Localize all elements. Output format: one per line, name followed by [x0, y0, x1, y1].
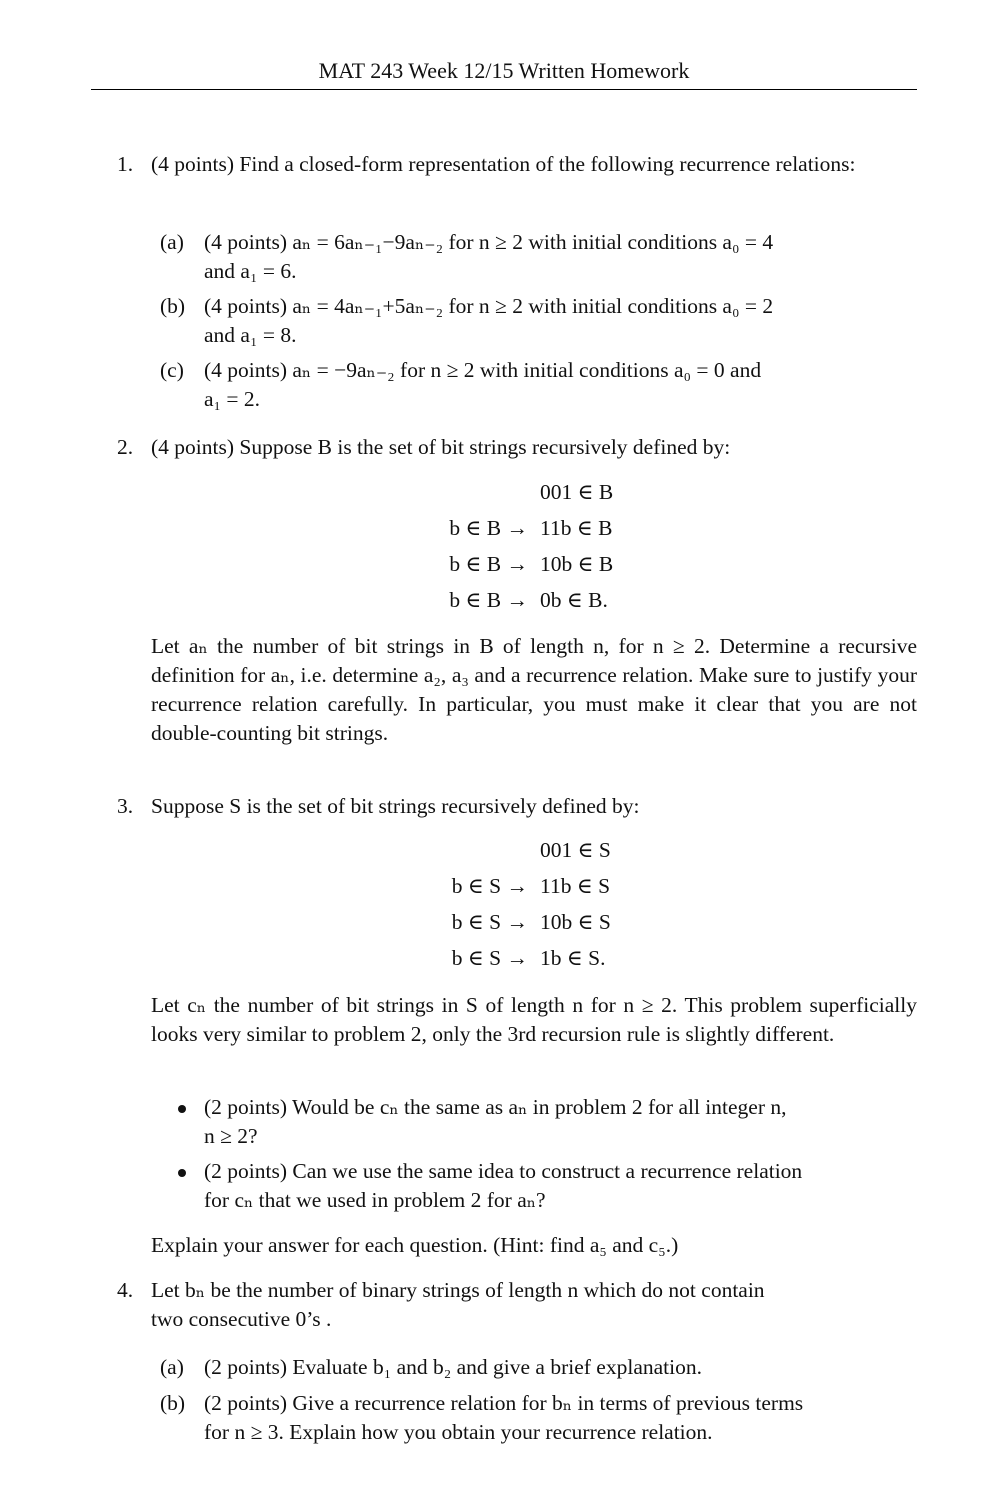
part-text-line: (4 points) aₙ = −9aₙ₋₂ for n ≥ 2 with initial conditions a₀ = 0 and: [204, 358, 762, 382]
part-label: (b): [160, 1391, 186, 1415]
page-title: MAT 243 Week 12/15 Written Homework: [318, 58, 690, 83]
equation-lhs: b ∈ S →: [451, 874, 528, 898]
problem-1-part-a: [160, 228, 917, 286]
problem-number: 1.: [117, 152, 134, 176]
equation-rhs: 1b ∈ S.: [540, 946, 606, 970]
equation-rhs: 001 ∈ S: [540, 838, 611, 862]
equation-lhs: b ∈ B →: [449, 552, 528, 576]
problem-number: 3.: [117, 794, 134, 818]
equation-line: [400, 836, 680, 872]
part-label: (c): [160, 358, 184, 382]
problem-1-part-c: [160, 356, 917, 414]
part-text-line: and a₁ = 6.: [204, 259, 297, 283]
bullet-text-line: n ≥ 2?: [204, 1124, 258, 1148]
part-text-line: (4 points) aₙ = 4aₙ₋₁+5aₙ₋₂ for n ≥ 2 with initial conditions a₀ = 2: [204, 294, 774, 318]
part-text-line: for n ≥ 3. Explain how you obtain your recurrence relation.: [204, 1420, 713, 1444]
part-label: (b): [160, 294, 186, 318]
equation-lhs: b ∈ B →: [449, 516, 528, 540]
problem-intro: (4 points) Suppose B is the set of bit strings recursively defined by:: [151, 435, 731, 459]
problem-1: [117, 150, 917, 179]
bullet-text-line: (2 points) Can we use the same idea to construct a recurrence relation: [204, 1159, 803, 1183]
problem-3: [117, 792, 917, 821]
equation-line: [400, 478, 680, 514]
problem-4-part-a: [160, 1353, 917, 1382]
equation-line: [400, 908, 680, 944]
part-text-line: and a₁ = 8.: [204, 323, 297, 347]
equation-rhs: 11b ∈ S: [540, 874, 611, 898]
problem-2: [117, 433, 917, 462]
problem-3-closing: Explain your answer for each question. (Hint: find a₅ and c₅.): [151, 1233, 679, 1257]
problem-3-text: Let cₙ the number of bit strings in S of length n for n ≥ 2. This problem superficially looks very similar to problem 2, only the 3rd recursion rule is slightly different.: [151, 993, 917, 1046]
part-text-line: (2 points) Give a recurrence relation for bₙ in terms of previous terms: [204, 1391, 804, 1415]
part-text-line: (2 points) Evaluate b₁ and b₂ and give a brief explanation.: [204, 1355, 702, 1379]
equation-line: [400, 872, 680, 908]
problem-2-text: Let aₙ the number of bit strings in B of length n, for n ≥ 2. Determine a recursive definition for aₙ, i.e. determine a₂, a₃ and a recurrence relation. Make sure to justify your recurrence relation carefully. In particular, you must make it clear that you are not double-counting bit strings.: [151, 634, 917, 745]
part-label: (a): [160, 1355, 184, 1379]
equation-line: [400, 550, 680, 586]
problem-intro-line: Let bₙ be the number of binary strings of length n which do not contain: [151, 1278, 765, 1302]
equation-rhs: 001 ∈ B: [540, 480, 614, 504]
equation-lhs: b ∈ S →: [451, 946, 528, 970]
problem-intro-line: two consecutive 0’s .: [151, 1307, 332, 1331]
bullet-text-line: for cₙ that we used in problem 2 for aₙ?: [204, 1188, 546, 1212]
problem-3-bullet-1: [178, 1093, 917, 1151]
equation-rhs: 11b ∈ B: [540, 516, 613, 540]
equation-lhs: b ∈ B →: [449, 588, 528, 612]
problem-number: 4.: [117, 1278, 134, 1302]
bullet-icon: [178, 1169, 186, 1177]
problem-3-bullet-2: [178, 1157, 917, 1215]
problem-4-part-b: [160, 1389, 917, 1447]
problem-1-part-b: [160, 292, 917, 350]
bullet-icon: [178, 1105, 186, 1113]
equation-rhs: 0b ∈ B.: [540, 588, 608, 612]
problem-intro: (4 points) Find a closed-form representation of the following recurrence relations:: [151, 152, 856, 176]
equation-rhs: 10b ∈ S: [540, 910, 611, 934]
equation-line: [400, 514, 680, 550]
problem-number: 2.: [117, 435, 134, 459]
recursive-definition-S: [400, 836, 680, 980]
title-rule: [91, 89, 917, 90]
part-text-line: a₁ = 2.: [204, 387, 261, 411]
bullet-text-line: (2 points) Would be cₙ the same as aₙ in problem 2 for all integer n,: [204, 1095, 787, 1119]
equation-line: [400, 586, 680, 622]
equation-line: [400, 944, 680, 980]
part-label: (a): [160, 230, 184, 254]
problem-intro: Suppose S is the set of bit strings recursively defined by:: [151, 794, 640, 818]
recursive-definition-B: [400, 478, 680, 622]
problem-4: [117, 1276, 917, 1334]
part-text-line: (4 points) aₙ = 6aₙ₋₁−9aₙ₋₂ for n ≥ 2 with initial conditions a₀ = 4: [204, 230, 774, 254]
equation-rhs: 10b ∈ B: [540, 552, 614, 576]
equation-lhs: b ∈ S →: [451, 910, 528, 934]
